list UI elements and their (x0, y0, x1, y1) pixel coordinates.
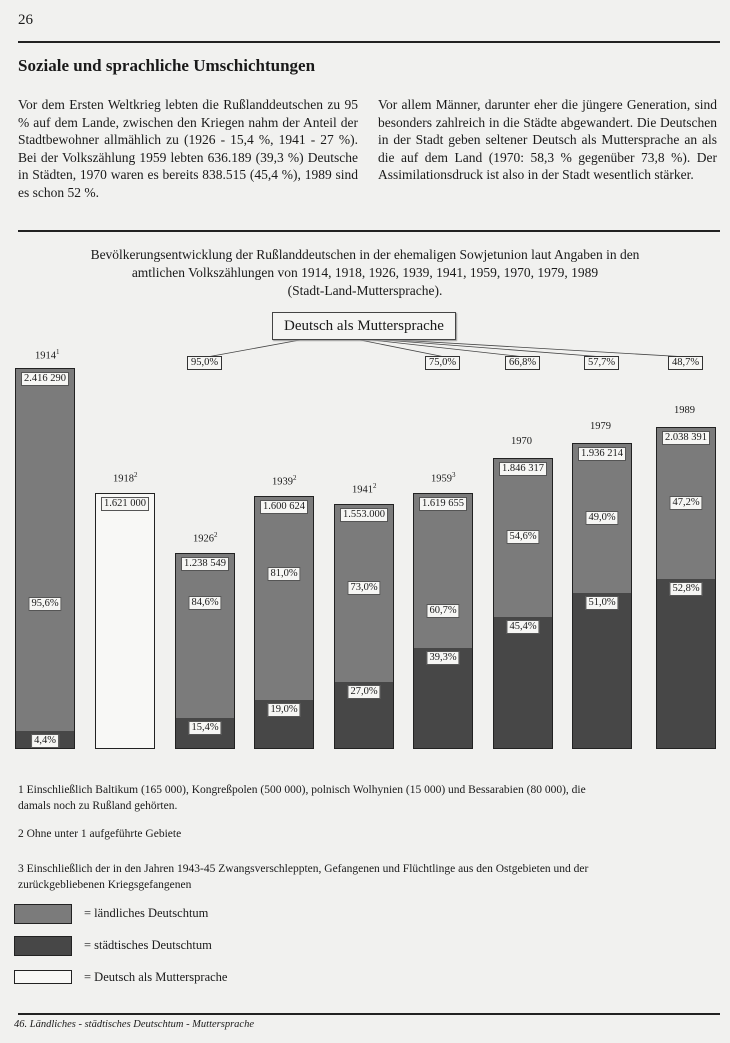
bar-1979 (572, 443, 632, 749)
year-label-1941: 1941$^2$ (352, 481, 377, 496)
footnote-mark: 2 (134, 471, 138, 480)
rural-pct-label: 54,6% (506, 530, 539, 544)
total-label: 1.846 317 (499, 462, 547, 476)
footnote-mark: 3 (452, 471, 456, 480)
urban-pct-label: 15,4% (188, 721, 221, 735)
footnote-mark: 2 (293, 474, 297, 483)
section-heading: Soziale und sprachliche Umschichtungen (18, 56, 316, 75)
urban-pct-label: 51,0% (585, 596, 618, 610)
mother-tongue-pct-1959: 75,0% (425, 356, 460, 370)
footnote-mark: 1 (56, 348, 60, 356)
year-label-1959: 1959$^3$ (431, 471, 456, 485)
year-label-1979: 1979 (590, 421, 611, 433)
total-label: 1.621 000 (101, 497, 149, 511)
total-label: 1.238 549 (181, 557, 229, 571)
mother-tongue-pct-1970: 66,8% (505, 356, 540, 370)
bar-1914 (15, 368, 75, 749)
legend-label-mother-tongue: = Deutsch als Muttersprache (84, 970, 228, 984)
year-label-1926: 1926$^2$ (193, 531, 218, 545)
connector-line (360, 340, 445, 357)
rural-pct-label: 84,6% (188, 596, 221, 610)
legend-label-urban: = städtisches Deutschtum (84, 938, 212, 952)
bar-segment-urban (494, 617, 552, 748)
mother-tongue-pct-1926: 95,0% (187, 356, 222, 370)
bar-1959 (413, 493, 473, 749)
urban-pct-label: 19,0% (267, 703, 300, 717)
urban-pct-label: 45,4% (506, 620, 539, 634)
year-label-1939: 1939$^2$ (272, 474, 297, 488)
footnote-3: 3 Einschließlich der in den Jahren 1943-45 Zwangsverschleppten, Gefangenen und Flüchtlinge aus den Ostgebieten und der zurückgebliebenen Kriegsgefangenen (18, 863, 589, 891)
bar-1989 (656, 427, 716, 749)
footnote-mark: 2 (214, 531, 218, 540)
total-label: 1.936 214 (578, 447, 626, 461)
year-label-1918: 1918$^2$ (113, 471, 138, 485)
mother-tongue-label-box: Deutsch als Muttersprache (272, 312, 456, 340)
rural-pct-label: 73,0% (347, 581, 380, 595)
urban-pct-label: 27,0% (347, 685, 380, 699)
bar-1918 (95, 493, 155, 749)
bar-segment-rural (176, 554, 234, 718)
bottom-rule (18, 1013, 720, 1015)
connector-line (396, 340, 688, 357)
chart-title-line-3: (Stadt-Land-Muttersprache). (287, 283, 443, 298)
legend-label-rural: = ländliches Deutschtum (84, 906, 209, 920)
chart-title-line-2: amtlichen Volkszählungen von 1914, 1918, 1926, 1939, 1941, 1959, 1970, 1979, 1989 (131, 265, 599, 280)
mother-tongue-pct-1989: 48,7% (668, 356, 703, 370)
paragraph-left: Vor dem Ersten Weltkrieg lebten die Rußlanddeutschen zu 95 % auf dem Lande, zwischen den Kriegen nahm der Anteil der Stadtbewohner allmählich zu (1926 - 15,4 %, 1941 - 27 %). Bei der Volkszählung 1959 lebten 636.189 (39,3 %) Deutsche in Städten, 1970 waren es bereits 838.515 (45,4 %), 1989 sind es schon 52 %. (18, 97, 358, 200)
chart-title (20, 246, 710, 300)
urban-pct-label: 39,3% (426, 651, 459, 665)
rural-pct-label: 81,0% (267, 567, 300, 581)
mother-tongue-pct-1979: 57,7% (584, 356, 619, 370)
total-label: 2.038 391 (662, 431, 710, 445)
urban-pct-label: 4,4% (31, 734, 59, 748)
bar-segment-urban (573, 593, 631, 748)
year-label-1989: 1989 (674, 405, 695, 417)
bar-1941 (334, 504, 394, 749)
bar-1939 (254, 496, 314, 749)
year-label-1970: 1970 (511, 435, 532, 447)
connector-line (384, 340, 604, 357)
chart-title-line-1: Bevölkerungsentwicklung der Rußlanddeutschen in der ehemaligen Sowjetunion laut Angaben in den (90, 247, 640, 262)
rural-pct-label: 47,2% (669, 496, 702, 510)
section-rule (18, 230, 720, 232)
rural-pct-label: 95,6% (28, 597, 61, 611)
top-rule (18, 41, 720, 43)
bar-segment-rural (255, 497, 313, 700)
rural-pct-label: 60,7% (426, 604, 459, 618)
bar-1926 (175, 553, 235, 749)
footnote-mark: 2 (373, 481, 377, 490)
bar-segment-urban (657, 579, 715, 748)
rural-pct-label: 49,0% (585, 511, 618, 525)
total-label: 2.416 290 (21, 372, 69, 386)
year-label-1914: 1914$^1$ (35, 348, 60, 362)
footnote-2: 2 Ohne unter 1 aufgeführte Gebiete (18, 828, 182, 840)
footnote-1: 1 Einschließlich Baltikum (165 000), Kongreßpolen (500 000), polnisch Wolhynien (15 000) und Bessarabien (80 000), die damals noch zu Rußland gehörten. (18, 784, 586, 812)
bar-1970 (493, 458, 553, 749)
connector-line (372, 340, 525, 357)
figure-caption: 46. Ländliches - städtisches Deutschtum - Muttersprache (14, 1019, 255, 1030)
bar-segment-rural (16, 369, 74, 732)
legend-swatch-urban (14, 936, 72, 956)
bar-segment-rural (414, 494, 472, 648)
total-label: 1.553.000 (340, 508, 388, 522)
total-label: 1.619 655 (419, 497, 467, 511)
total-label: 1.600 624 (260, 500, 308, 514)
connector-line (207, 340, 300, 357)
legend-swatch-rural (14, 904, 72, 924)
legend-swatch-mother-tongue (14, 970, 72, 984)
paragraph-right: Vor allem Männer, darunter eher die jüngere Generation, sind besonders zahlreich in die Städte abgewandert. Die Deutschen in der Stadt geben seltener Deutsch als Muttersprache an als die auf dem Land (1970: 58,3 % gegenüber 73,8 %). Der Assimilationsdruck ist also in der Stadt wesentlich stärker. (378, 97, 717, 182)
page-number: 26 (18, 12, 33, 28)
urban-pct-label: 52,8% (669, 582, 702, 596)
